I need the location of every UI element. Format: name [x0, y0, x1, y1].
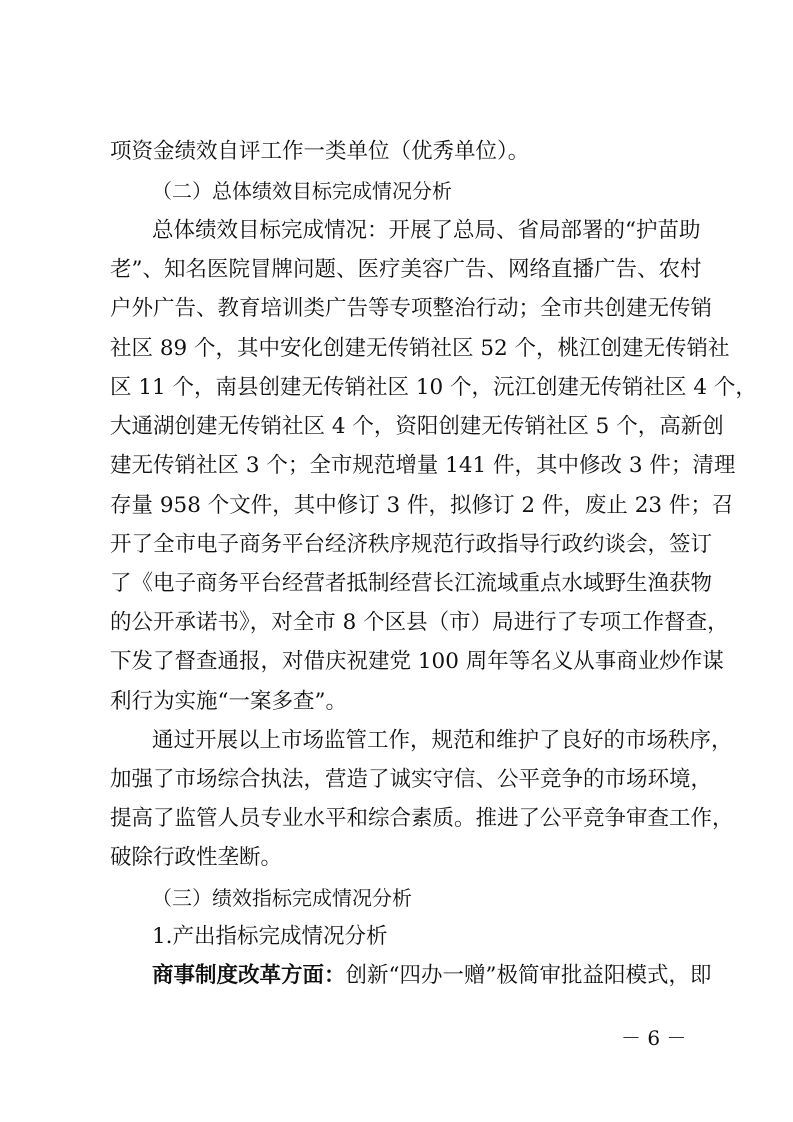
text-line — [152, 961, 712, 991]
text-line: 区 11 个，南县创建无传销社区 10 个，沅江创建无传销社区 4 个， — [110, 375, 757, 400]
section-heading: （三）绩效指标完成情况分析 — [152, 886, 412, 910]
text-line: 提高了监管人员专业水平和综合素质。推进了公平竞争审查工作， — [110, 806, 734, 831]
text-line: 利行为实施“一案多查”。 — [110, 689, 347, 714]
page-number: － 6 － — [621, 1026, 687, 1050]
text-line: 开了全市电子商务平台经济秩序规范行政指导行政约谈会，签订 — [110, 532, 713, 557]
text-line: 老”、知名医院冒牌问题、医疗美容广告、网络直播广告、农村 — [110, 257, 702, 282]
section-heading: （二）总体绩效目标完成情况分析 — [152, 179, 452, 203]
text-line: 破除行政性垄断。 — [110, 845, 283, 870]
text-line: 存量 958 个文件，其中修订 3 件，拟修订 2 件，废止 23 件；召 — [110, 493, 734, 518]
text-line: 的公开承诺书》，对全市 8 个区县（市）局进行了专项工作督查， — [110, 610, 729, 635]
text-line: 通过开展以上市场监管工作，规范和维护了良好的市场秩序， — [152, 728, 733, 753]
text-line: 户外广告、教育培训类广告等专项整治行动；全市共创建无传销 — [110, 296, 713, 321]
subsection-heading: 1.产出指标完成情况分析 — [152, 924, 388, 949]
bold-lead-text: 商事制度改革方面： — [152, 963, 346, 988]
text-line: 大通湖创建无传销社区 4 个，资阳创建无传销社区 5 个，高新创 — [110, 414, 724, 439]
text-line: 项资金绩效自评工作一类单位（优秀单位）。 — [110, 139, 530, 164]
paragraph-text: 创新“四办一赠”极简审批益阳模式，即 — [345, 963, 712, 988]
text-line: 了《电子商务平台经营者抵制经营长江流域重点水域野生渔获物 — [110, 571, 713, 596]
text-line: 下发了督查通报，对借庆祝建党 100 周年等名义从事商业炒作谋 — [110, 649, 724, 674]
text-line: 建无传销社区 3 个；全市规范增量 141 件，其中修改 3 件；清理 — [110, 453, 736, 478]
text-line: 加强了市场综合执法，营造了诚实守信、公平竞争的市场环境， — [110, 767, 713, 792]
text-line: 总体绩效目标完成情况：开展了总局、省局部署的“护苗助 — [152, 218, 701, 243]
text-line: 社区 89 个，其中安化创建无传销社区 52 个，桃江创建无传销社 — [110, 336, 730, 361]
